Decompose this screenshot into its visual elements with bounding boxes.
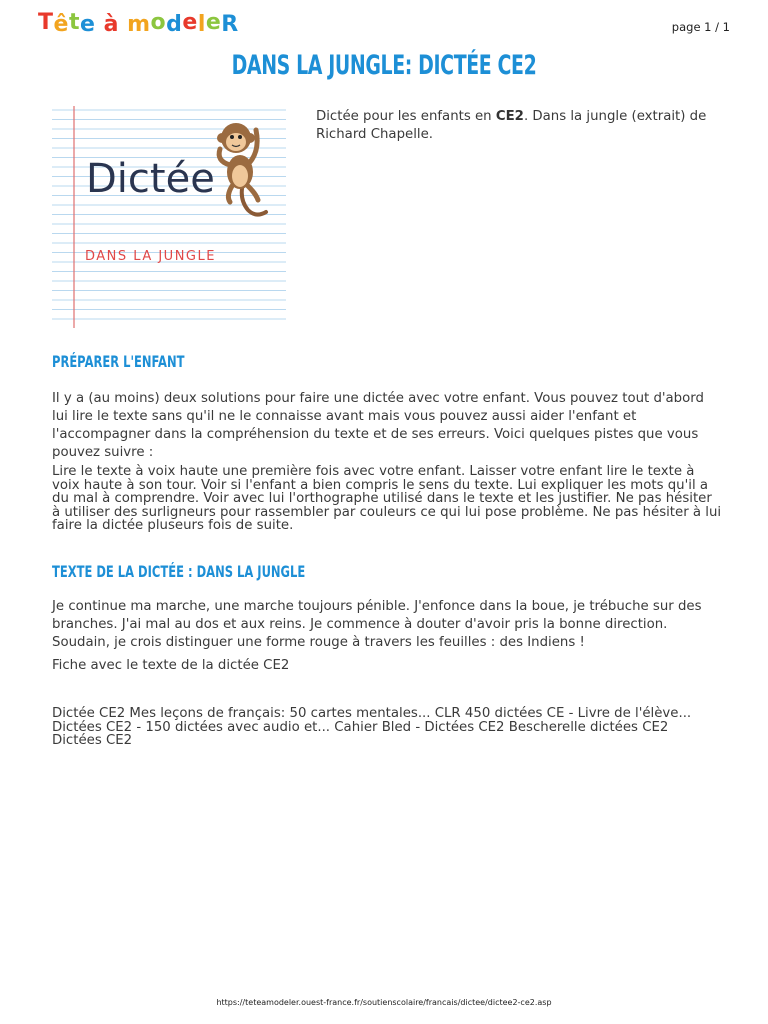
logo-letter: [95, 10, 103, 35]
logo-letter: R: [221, 12, 239, 37]
logo-letter: à: [103, 12, 119, 37]
dictee-thumbnail: [52, 106, 286, 328]
logo-letter: d: [166, 12, 183, 37]
prepare-tips: Lire le texte à voix haute une première fois avec votre enfant. Laisser votre enfant lire le texte à voix haute à son tour. Voir si l'enfant a bien compris le sens du texte. Lui expliquer les mots qu'il a du mal à comprendre. Voir avec lui l'orthographe utilisé dans le texte et les justifier. Ne pas hésiter à utiliser des surligneurs pour rassembler par couleurs ce qui lui pose problème. Ne pas hésiter à lui faire la dictée pluseurs fois de suite.: [52, 464, 722, 533]
logo-letter: e: [182, 10, 198, 35]
page-title: DANS LA JUNGLE: DICTÉE CE2: [231, 50, 537, 81]
logo-letter: ê: [53, 12, 69, 37]
dictation-text: Je continue ma marche, une marche toujours pénible. J'enfonce dans la boue, je trébuche sur des branches. J'ai mal au dos et aux reins. Je commence à douter d'avoir pris la bonne direction. Soudain, je crois distinguer une forme rouge à travers les feuilles : des Indiens !: [52, 599, 702, 650]
level-bold: CE2: [495, 109, 524, 124]
thumbnail-subtitle: DANS LA JUNGLE: [85, 249, 216, 264]
intro-paragraph: Dictée pour les enfants en CE2. Dans la jungle (extrait) de Richard Chapelle.: [316, 109, 707, 142]
heading-dictation-text: TEXTE DE LA DICTÉE : DANS LA JUNGLE: [52, 562, 306, 581]
page-indicator: page 1 / 1: [671, 20, 730, 34]
prepare-paragraph: Il y a (au moins) deux solutions pour faire une dictée avec votre enfant. Vous pouvez tout d'abord lui lire le texte sans qu'il ne le connaisse avant mais vous pouvez aussi aider l'enfant et l'accompagner dans la compréhension du texte et de ses erreurs. Voici quelques pistes que vous pouvez suivre :: [52, 391, 704, 460]
notebook-illustration: [52, 106, 286, 328]
worksheet-link[interactable]: Fiche avec le texte de la dictée CE2: [52, 658, 290, 673]
dictee-word: Dictée: [86, 156, 215, 202]
logo-letter: e: [79, 12, 96, 37]
heading-prepare-child: PRÉPARER L'ENFANT: [52, 352, 185, 371]
logo-letter: o: [150, 10, 167, 35]
site-logo[interactable]: [38, 10, 239, 35]
monkey-icon: [217, 123, 266, 215]
footer-url: https://teteamodeler.ouest-france.fr/soutienscolaire/francais/dictee/dictee2-ce2.asp: [216, 998, 552, 1007]
logo-letter: t: [68, 10, 80, 35]
logo-letter: e: [205, 10, 222, 35]
logo-letter: m: [127, 12, 151, 37]
logo-letter: T: [38, 10, 54, 35]
related-books[interactable]: Dictée CE2 Mes leçons de français: 50 cartes mentales... CLR 450 dictées CE - Livre de l'élève... Dictées CE2 - 150 dictées avec audio et... Cahier Bled - Dictées CE2 Bescherelle dictées CE2 Dictées CE2: [52, 706, 692, 748]
logo-letter: l: [197, 12, 206, 37]
logo-letter: [119, 10, 127, 35]
